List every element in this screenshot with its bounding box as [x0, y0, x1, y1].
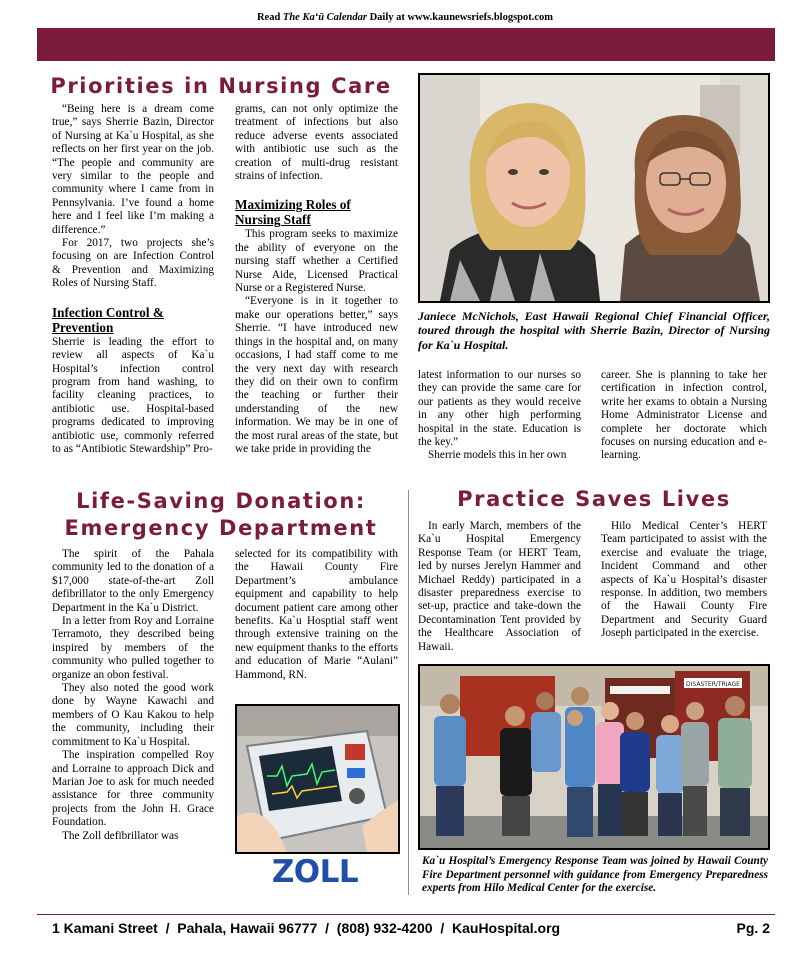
- donation-paragraph: They also noted the good work done by Wayne Kawachi and members of O Kau Kakou to help the community, including their commitment to Ka`u Hospital.: [52, 682, 214, 748]
- donation-paragraph: In a letter from Roy and Lorraine Terramoto, they described being inspired by members of the community who pulled together to organize an obon festival.: [52, 615, 214, 681]
- publication-name: The Ka‘ū Calendar: [282, 12, 367, 23]
- top-line-suffix: Daily at www.kaunewsriefs.blogspot.com: [366, 12, 554, 23]
- footer-address: 1 Kamani Street / Pahala, Hawaii 96777 / (808) 932-4200 / KauHospital.org: [52, 920, 561, 936]
- nursing-paragraph: For 2017, two projects she’s focusing on are Infection Control & Prevention and Maximizing Roles of Nursing Staff.: [52, 237, 214, 290]
- team-photo: [418, 664, 770, 850]
- nursing-paragraph: grams, can not only optimize the treatment of infections but also reduce adverse events associated with antibiotic use such as the creation of multi-drug resistant strains of infection.: [235, 103, 398, 183]
- nursing-column-3: [418, 369, 581, 463]
- top-line-prefix: Read: [256, 12, 283, 23]
- nursing-headline: Priorities in Nursing Care: [50, 74, 392, 98]
- donation-headline-line-1: Life-Saving Donation:: [76, 489, 366, 513]
- nursing-paragraph: career. She is planning to take her certification in infection control, write her exams to obtain a Nursing Home Administrator License and complete her doctorate which focuses on nursing education and e-learning.: [601, 369, 767, 462]
- practice-paragraph: Hilo Medical Center’s HERT Team participated to assist with the exercise and evaluate the triage, Incident Command and other aspects of Ka`u Hospital’s disaster response. In addition, two members of the Hawaii County Fire Department and Security Guard Joseph participated in the exercise.: [601, 520, 767, 640]
- nursing-photo-image: [420, 75, 768, 301]
- donation-headline: [37, 488, 405, 542]
- nursing-column-1: [52, 103, 214, 456]
- subhead-nursing-staff: Maximizing Roles of Nursing Staff: [235, 197, 351, 228]
- practice-column-1: [418, 520, 581, 654]
- donation-column-1: [52, 548, 214, 843]
- top-line: [0, 12, 810, 23]
- disaster-triage-sign: DISASTER/TRIAGE: [686, 681, 740, 688]
- defibrillator-image: [237, 706, 398, 852]
- zoll-logo: ZOLL: [271, 854, 359, 890]
- donation-column-2: [235, 548, 398, 682]
- practice-headline: Practice Saves Lives: [457, 487, 731, 511]
- defibrillator-photo: [235, 704, 400, 854]
- nursing-paragraph: “Everyone is in it together to make our operations better,” says Sherrie. “I have introduced new things in the hospital and, on many occasions, I had staff come to me the very next day with research they did on their own to confirm the teaching or further their understanding of the new information. We may be in one of the most rural areas of the state, but we take pride in providing the: [235, 295, 398, 455]
- donation-paragraph: selected for its compatibility with the Hawaii County Fire Department’s ambulance equipment and capability to help document patient care among other benefits. Ka`u Hosptial staff went through extensive training on the new equipment thanks to the efforts and education of Marie “Aulani” Hammond, RN.: [235, 548, 398, 681]
- nursing-paragraph: This program seeks to maximize the ability of everyone on the nursing staff whether a Certified Nurse Aide, Licensed Practical Nurse or a Registered Nurse.: [235, 228, 398, 295]
- nursing-photo-caption: Janiece McNichols, East Hawaii Regional Chief Financial Officer, toured through the hospital with Sherrie Bazin, Director of Nursing for Ka`u Hospital.: [418, 309, 770, 352]
- donation-headline-line-2: Emergency Department: [64, 515, 378, 540]
- nursing-paragraph: Sherrie models this in her own: [428, 449, 567, 462]
- nursing-paragraph: latest information to our nurses so they can provide the same care for our patients as they would receive in any other high performing hospital in the state. Education is the key.”: [418, 369, 581, 449]
- team-photo-image: [420, 666, 768, 848]
- donation-paragraph: The inspiration compelled Roy and Lorraine to approach Dick and Marian Joe to ask for much needed assistance for three community projects from the John H. Grace Foundation.: [52, 749, 214, 829]
- nursing-column-4: [601, 369, 767, 463]
- practice-column-2: [601, 520, 767, 641]
- practice-paragraph: In early March, members of the Ka`u Hospital Emergency Response Team (or HERT Team, led by nurses Jerelyn Hammer and Michael Reddy) participated in a disaster preparedness exercise to set-up, practice and take-down the Decontamination Tent provided by the Healthcare Association of Hawaii.: [418, 520, 581, 653]
- nursing-paragraph: Sherrie is leading the effort to review all aspects of Ka`u Hospital’s infection control program from hand washing, to facility cleaning practices, to antibiotic use. Hospital-based programs dedicated to improving antibiotic use, commonly referred to as “Antibiotic Stewardship” Pro-: [52, 335, 214, 455]
- team-photo-caption: Ka`u Hospital’s Emergency Response Team was joined by Hawaii County Fire Department personnel with guidance from Emergency Preparedness experts from Hilo Medical Center for the exercise.: [422, 855, 768, 895]
- footer-rule: [37, 914, 775, 915]
- donation-paragraph: The Zoll defibrillator was: [62, 829, 179, 842]
- subhead-infection-control: Infection Control & Prevention: [52, 304, 164, 335]
- donation-paragraph: The spirit of the Pahala community led to the donation of a $17,000 state-of-the-art Zoll defibrillator to the only Emergency Department in the Ka`u District.: [52, 548, 214, 614]
- page-number: Pg. 2: [736, 920, 770, 936]
- nursing-column-2: [235, 103, 398, 456]
- header-banner: [37, 28, 775, 61]
- nursing-paragraph: “Being here is a dream come true,” says Sherrie Bazin, Director of Nursing at Ka`u Hospital, as she reflects on her first year on the job. “The people and community are very similar to the people and community where I came from in Pennsylvania. I’ve found a home here and I feel like I’m making a difference.”: [52, 103, 214, 236]
- section-divider: [408, 490, 409, 895]
- nursing-photo: [418, 73, 770, 303]
